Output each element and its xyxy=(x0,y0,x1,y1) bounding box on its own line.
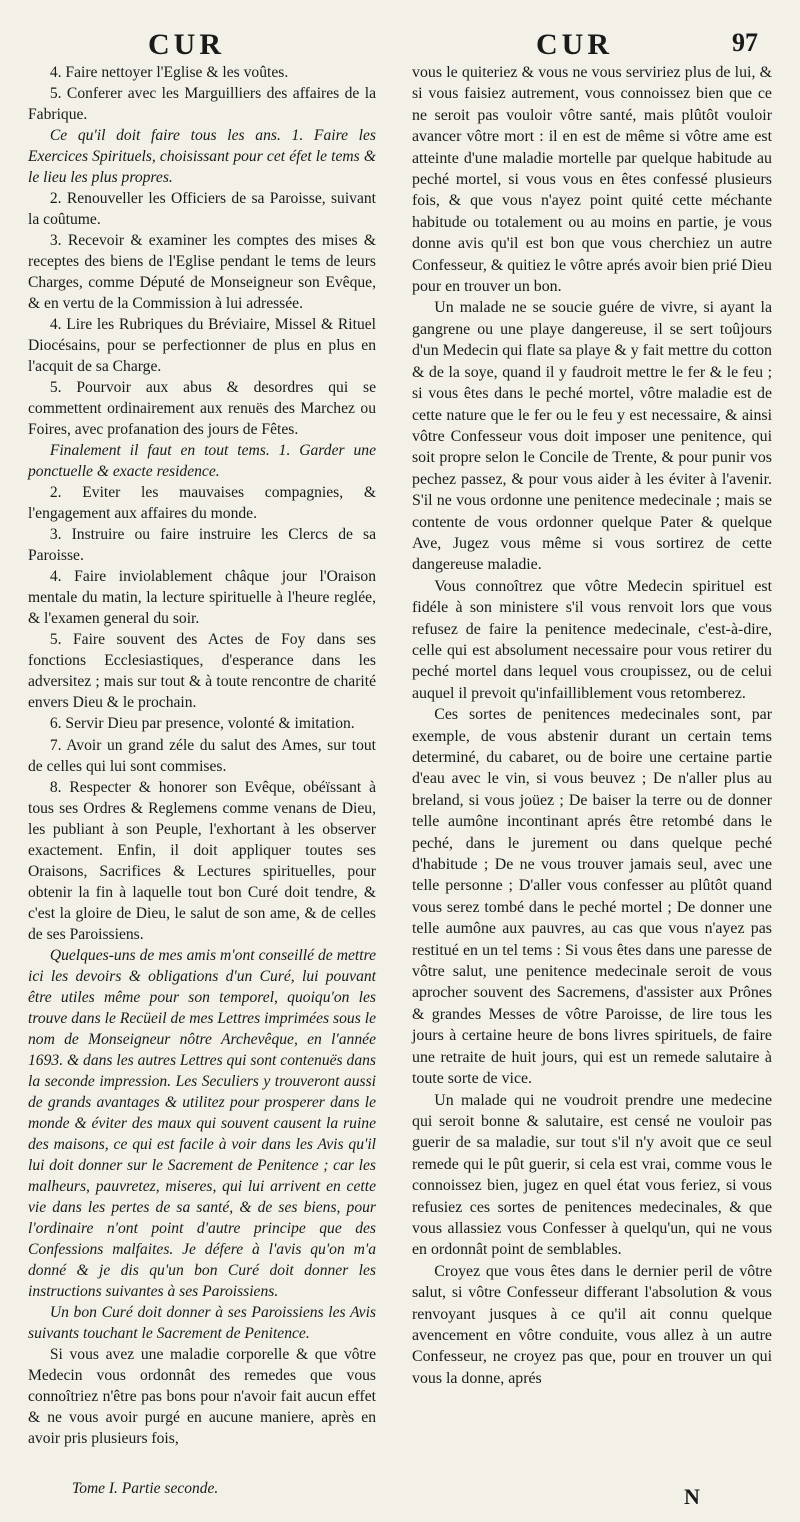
page-number: 97 xyxy=(732,28,758,57)
paragraph: 3. Instruire ou faire instruire les Clercs de sa Paroisse. xyxy=(28,526,376,565)
paragraph: 6. Servir Dieu par presence, volonté & imitation. xyxy=(49,715,355,733)
paragraph: 2. Renouveller les Officiers de sa Paroisse, suivant la coûtume. xyxy=(28,190,376,229)
paragraph: vous le quiteriez & vous ne vous serviriez plus de lui, & si vous faisiez autrement, vous connoissez bien que ce ne seroit pas vouloir vôtre santé, mais plûtôt vouloir avancer vôtre mort : il en est de même si vôtre ame est atteinte d'une maladie mortelle par quelque habitude au peché mortel, si vous vous en êtes confessé plusieurs fois, & que vous n'ayez point quité cette méchante habitude ou totalement ou au moins en partie, je vous donne avis qu'il est bon que vous cherchiez un autre Confesseur, & quitiez le vôtre aprés avoir bien prié Dieu pour en trouver un bon. xyxy=(412,64,772,296)
paragraph: Un malade qui ne voudroit prendre une medecine qui seroit bonne & salutaire, est censé ne vouloir pas guerir de sa maladie, sur tout s'il n'y avoit que ce seul remede qui le pût guerir, si cela est vrai, comme vous le connoissez bien, jugez en quel état vous feriez, si vous refusiez ces sortes de penitences medecinales, & que vous allassiez vous Confesser à quelqu'un, qui ne vous en ordonnât point de semblables. xyxy=(412,1091,772,1259)
paragraph: Croyez que vous êtes dans le dernier peril de vôtre salut, si vôtre Confesseur differant l'absolution & vous renvoyant jusques à ce qu'il ait connu quelque avencement en vôtre conduite, vous allez à un autre Confesseur, ne croyez pas que, pour en trouver un qui vous la donne, aprés xyxy=(412,1262,772,1387)
paragraph: 3. Recevoir & examiner les comptes des mises & receptes des biens de l'Eglise pendant le tems de leurs Charges, comme Député de Monseigneur son Evêque, & en vertu de la Commission à lui adressée. xyxy=(28,232,376,313)
paragraph: Quelques-uns de mes amis m'ont conseillé de mettre ici les devoirs & obligations d'un Curé, lui pouvant être utiles même pour son temporel, quoiqu'on les trouve dans le Recüeil de mes Lettres imprimées sous le nom de Monseigneur nôtre Archevêque, en l'année 1693. & dans les autres Lettres qui sont contenuës dans la seconde impression. Les Seculiers y trouveront aussi de grands avantages & utilitez pour prosperer dans le monde & éviter des maux qui souvent causent la ruine des maisons, ce qui est facile à voir dans les Avis qu'il lui doit donner sur le Sacrement de Penitence ; car les malheurs, pauvretez, miseres, qui lui arrivent en cette vie dans les pertes de sa santé, & de ses biens, pour l'ordinaire n'ont point d'autre principe que des Confessions malfaites. Je défere à l'avis qu'on m'a donné & je dis qu'un bon Curé doit donner les instructions suivantes à ses Paroissiens. xyxy=(28,946,376,1300)
paragraph: 4. Lire les Rubriques du Bréviaire, Missel & Rituel Diocésains, pour se perfectionner de plus en plus en l'acquit de sa Charge. xyxy=(28,316,376,376)
left-column xyxy=(28,62,376,1449)
paragraph: Ce qu'il doit faire tous les ans. 1. Faire les Exercices Spirituels, choisissant pour cet éfet le tems & le lieu les plus propres. xyxy=(28,127,376,187)
paragraph: 4. Faire inviolablement châque jour l'Oraison mentale du matin, la lecture spirituelle à l'heure reglée, & l'examen general du soir. xyxy=(28,568,376,628)
paragraph: 4. Faire nettoyer l'Eglise & les voûtes. xyxy=(49,64,289,81)
paragraph: 5. Pourvoir aux abus & desordres qui se commettent ordinairement aux renuës des Marchez ou Foires, avec profanation des jours de Fêtes. xyxy=(28,379,376,439)
paragraph: 5. Faire souvent des Actes de Foy dans ses fonctions Ecclesiastiques, d'esperance dans les adversitez ; mais sur tout & à toute rencontre de charité envers Dieu & le prochain. xyxy=(28,631,376,712)
volume-footer: Tome I. Partie seconde. xyxy=(72,1480,219,1497)
paragraph: 8. Respecter & honorer son Evêque, obéïssant à tous ses Ordres & Reglemens comme venans de Dieu, les publiant à son Peuple, l'exhortant à les observer exactement. Enfin, il doit appliquer toutes ses Oraisons, Sacrifices & Lectures spirituelles, pour obtenir la fin à laquelle tout bon Curé doit tendre, & c'est la gloire de Dieu, le salut de son ame, & de celles de ses Paroissiens. xyxy=(28,778,376,943)
paragraph: Finalement il faut en tout tems. 1. Garder une ponctuelle & exacte residence. xyxy=(28,442,376,481)
paragraph: 2. Eviter les mauvaises compagnies, & l'engagement aux affaires du monde. xyxy=(28,484,376,523)
signature-mark: N xyxy=(684,1484,700,1509)
paragraph: Un malade ne se soucie guére de vivre, si ayant la gangrene ou une playe dangereuse, il se sert toûjours d'un Medecin qui flate sa playe & y fait mettre du cotton & de la soye, quand il y faudroit mettre le fer & le feu ; si vous êtes dans le peché mortel, vôtre maladie est de cette nature que le fer ou le feu y est necessaire, & ainsi vôtre Confesseur vous doit imposer une penitence, qui soit propre selon le Concile de Trente, & pour punir vos pechez passez, & pour vous aider à les éviter à l'avenir. S'il ne vous ordonne une penitence medecinale ; mais se contente de vous ordonner quelque Pater & quelque Ave, Jugez vous même si vous sortirez de cette dangereuse maladie. xyxy=(412,299,772,574)
paragraph: Un bon Curé doit donner à ses Paroissiens les Avis suivants touchant le Sacrement de Penitence. xyxy=(28,1303,376,1342)
paragraph: Si vous avez une maladie corporelle & que vôtre Medecin vous ordonnât des remedes que vous connoîtriez n'être pas bons pour n'avoir fait aucun effet & ne vous avoir purgé en aucune maniere, après en avoir pris plusieurs fois, xyxy=(28,1345,376,1448)
running-head-left: CUR xyxy=(148,28,225,61)
right-column xyxy=(412,62,772,1389)
paragraph: 5. Conferer avec les Marguilliers des affaires de la Fabrique. xyxy=(28,85,376,124)
running-head-right: CUR xyxy=(536,28,613,61)
paragraph: Ces sortes de penitences medecinales sont, par exemple, de vous abstenir durant un certain tems determiné, du cabaret, ou de boire une certaine partie d'eau avec le vin, si vous beuvez ; De n'aller plus au breland, si vous joüez ; De baiser la terre ou de donner telle aumône incontinant aprés être retombé dans le peché, dans le jurement ou dans quelque peché d'habitude ; De ne vous trouver jamais seul, avec une telle personne ; D'aller vous confesser au plûtôt quand vous serez tombé dans le peché mortel ; De donner une telle aumône aux pauvres, au cas que vous n'ayez pas restitué en un tel tems : Si vous êtes dans une paresse de vôtre salut, une penitence medecinale seroit de vous aprocher souvent des Sacremens, d'assister aux Prônes & grandes Messes de vôtre Paroisse, de lire tous les jours à certaine heure de bons livres spirituels, de faire une retraite de huit jours, qui est un remede salutaire à toute sorte de vice. xyxy=(412,706,772,1088)
paragraph: 7. Avoir un grand zéle du salut des Ames, sur tout de celles qui lui sont commises. xyxy=(28,736,376,775)
paragraph: Vous connoîtrez que vôtre Medecin spirituel est fidéle à son ministere s'il vous renvoit lors que vous refusez de faire la penitence medecinale, c'est-à-dire, celle qui est absolument necessaire pour vous retirer du peché mortel dans lequel vous croupissez, ou de celui auquel il prevoit qu'infailliblement vous retomberez. xyxy=(412,577,772,702)
